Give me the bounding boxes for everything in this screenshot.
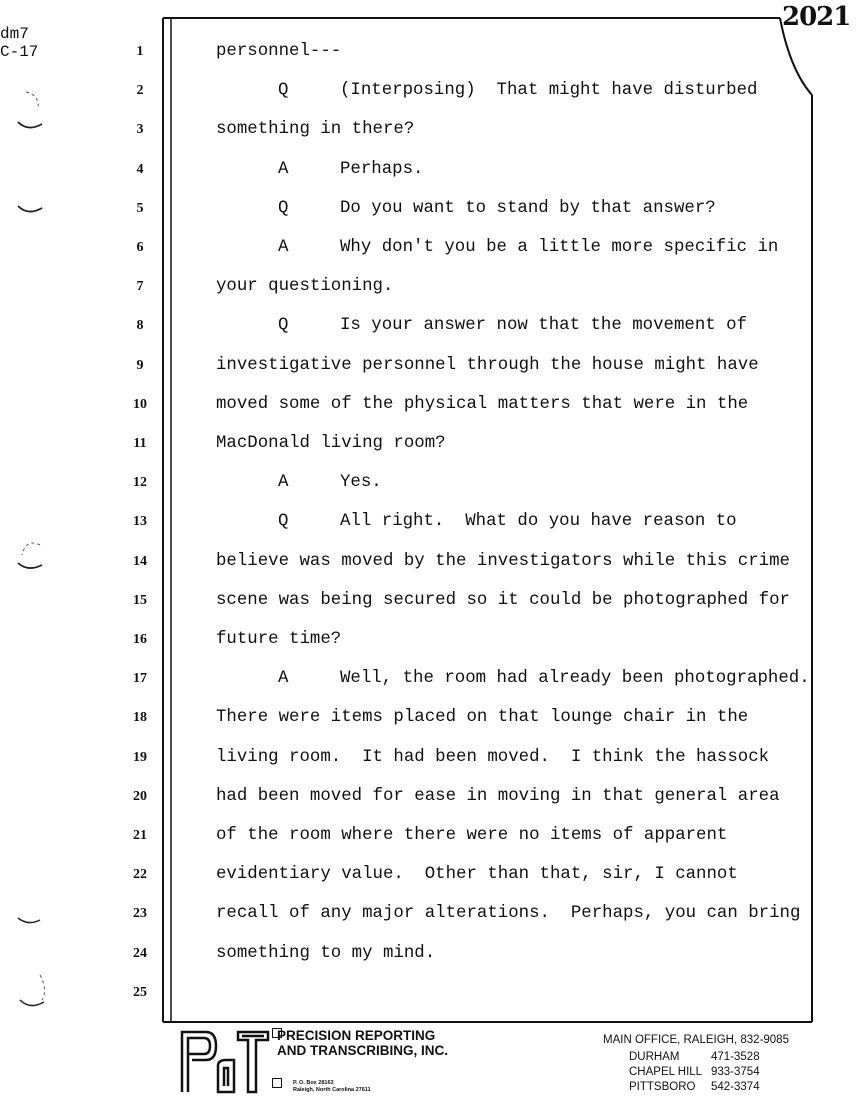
transcript-line: Yes.: [340, 473, 382, 492]
po-box-line: P. O. Box 28163: [293, 1080, 334, 1086]
po-city-line: Raleigh, North Carolina 27611: [293, 1087, 371, 1093]
line-number: 8: [136, 318, 144, 333]
transcript-line: personnel---: [216, 42, 342, 61]
transcript-line: Do you want to stand by that answer?: [340, 199, 716, 218]
line-number: 18: [133, 710, 147, 725]
line-number: 3: [136, 122, 144, 137]
line-number: 11: [133, 436, 147, 451]
company-name: [277, 1028, 448, 1058]
transcript-line: (Interposing) That might have disturbed: [340, 81, 758, 100]
line-number: 1: [136, 44, 144, 59]
po-box: [293, 1080, 371, 1094]
transcript-line: investigative personnel through the house might have: [216, 356, 759, 375]
transcript-line: Is your answer now that the movement of: [340, 316, 748, 335]
binder-hole-mark: [18, 122, 42, 128]
speaker-label: Q: [278, 81, 289, 100]
line-number: 4: [136, 162, 144, 177]
transcript-line: had been moved for ease in moving in that general area: [216, 787, 780, 806]
speaker-label: A: [278, 160, 289, 179]
transcript-line: recall of any major alterations. Perhaps, you can bring: [216, 904, 801, 923]
transcript-line: believe was moved by the investigators while this crime: [216, 552, 790, 571]
transcript-line: scene was being secured so it could be photographed for: [216, 591, 790, 610]
office-city: DURHAM: [629, 1051, 680, 1063]
transcript-line: Why don't you be a little more specific in: [340, 238, 779, 257]
company-logo: [178, 1026, 270, 1096]
page-number: 2021: [782, 2, 851, 32]
margin-note-top: dm7: [0, 25, 29, 43]
transcript-line: MacDonald living room?: [216, 434, 446, 453]
line-number: 2: [136, 83, 144, 98]
transcript-line: moved some of the physical matters that were in the: [216, 395, 749, 414]
speaker-label: Q: [278, 512, 289, 531]
line-number: 10: [133, 397, 147, 412]
line-number: 7: [136, 279, 144, 294]
margin-note-bottom: C-17: [0, 43, 39, 61]
transcript-line: of the room where there were no items of apparent: [216, 826, 728, 845]
line-number: 16: [133, 632, 147, 647]
office-city: CHAPEL HILL: [629, 1066, 703, 1078]
transcript-line: future time?: [216, 630, 342, 649]
line-number: 14: [133, 554, 147, 569]
speaker-label: A: [278, 473, 289, 492]
line-number: 23: [133, 906, 147, 921]
company-line-1: PRECISION REPORTING: [277, 1028, 436, 1043]
line-number: 22: [133, 867, 147, 882]
transcript-line: something in there?: [216, 120, 415, 139]
line-number: 9: [136, 358, 144, 373]
logo-square: [272, 1078, 282, 1088]
transcript-line: your questioning.: [216, 277, 394, 296]
line-number: 20: [133, 789, 147, 804]
main-office: MAIN OFFICE, RALEIGH, 832-9085: [603, 1034, 789, 1046]
line-number: 19: [133, 750, 147, 765]
line-number: 25: [133, 985, 147, 1000]
office-phone: 933-3754: [711, 1066, 760, 1078]
office-city: PITTSBORO: [629, 1081, 696, 1093]
transcript-line: living room. It had been moved. I think the hassock: [216, 748, 770, 767]
company-line-2: AND TRANSCRIBING, INC.: [277, 1043, 448, 1058]
transcript-line: Perhaps.: [340, 160, 424, 179]
transcript-line: evidentiary value. Other than that, sir, I cannot: [216, 865, 738, 884]
line-number: 17: [133, 671, 147, 686]
office-phone: 471-3528: [711, 1051, 760, 1063]
office-phone: 542-3374: [711, 1081, 760, 1093]
speaker-label: Q: [278, 316, 289, 335]
line-number: 12: [133, 475, 147, 490]
speaker-label: A: [278, 669, 289, 688]
line-number: 13: [133, 514, 147, 529]
line-number: 24: [133, 946, 147, 961]
transcript-line: something to my mind.: [216, 944, 436, 963]
line-number: 21: [133, 828, 147, 843]
transcript-line: Well, the room had already been photographed.: [340, 669, 810, 688]
line-number: 15: [133, 593, 147, 608]
line-number: 6: [136, 240, 144, 255]
speaker-label: A: [278, 238, 289, 257]
line-number: 5: [136, 201, 144, 216]
speaker-label: Q: [278, 199, 289, 218]
transcript-line: There were items placed on that lounge chair in the: [216, 708, 749, 727]
transcript-line: All right. What do you have reason to: [340, 512, 737, 531]
